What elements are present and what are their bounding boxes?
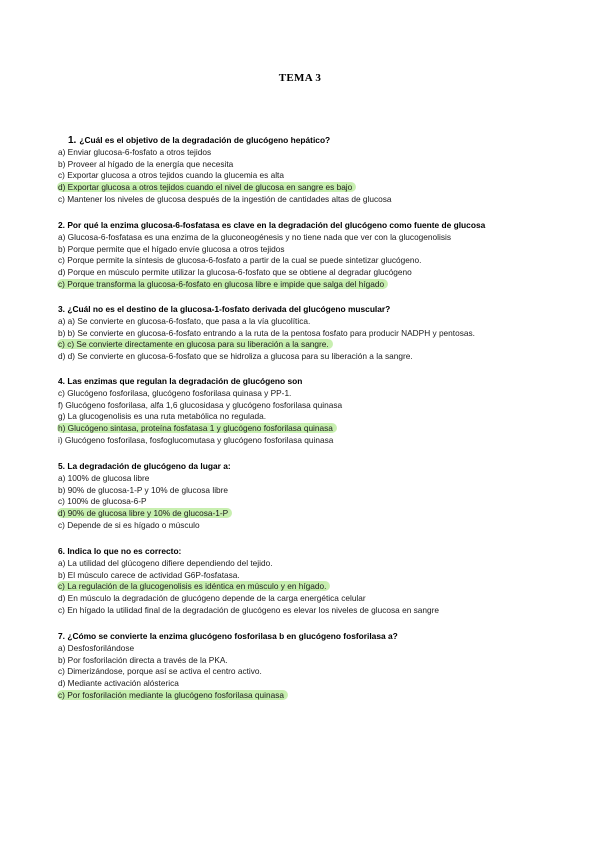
question-title bbox=[58, 135, 558, 147]
answer-option: c) Mantener los niveles de glucosa después de la ingestión de cantidades altas de glucosa bbox=[58, 193, 392, 204]
question-title bbox=[58, 376, 558, 388]
answer-option-highlighted: h) Glucógeno sintasa, proteína fosfatasa 1 y glucógeno fosforilasa quinasa bbox=[58, 423, 558, 435]
question-3 bbox=[58, 304, 558, 363]
answer-option: a) La utilidad del glúcogeno difiere dependiendo del tejido. bbox=[58, 557, 273, 568]
question-number: 7. bbox=[58, 631, 65, 641]
question-title bbox=[58, 220, 558, 232]
answer-option: b) El músculo carece de actividad G6P-fosfatasa. bbox=[58, 569, 240, 580]
question-number: 6. bbox=[58, 546, 65, 556]
answer-option: a) Enviar glucosa-6-fosfato a otros tejidos bbox=[58, 146, 212, 157]
question-text: ¿Cuál es el objetivo de la degradación de glucógeno hepático? bbox=[79, 135, 331, 145]
answer-option: c) En hígado la utilidad final de la degradación de glucógeno es elevar los niveles de glucosa en sangre bbox=[58, 604, 439, 615]
answer-option: d) Porque en músculo permite utilizar la glucosa-6-fosfato que se obtiene al degradar glucógeno bbox=[58, 267, 412, 278]
answer-option: a) 100% de glucosa libre bbox=[58, 472, 150, 483]
answer-option: c) Porque permite la síntesis de glucosa-6-fosfato a partir de la cual se puede sintetizar glucógeno. bbox=[58, 255, 422, 266]
question-number: 4. bbox=[58, 376, 65, 386]
answer-option: d) d) Se convierte en glucosa-6-fosfato que se hidroliza a glucosa para su liberación a la sangre. bbox=[58, 351, 413, 362]
question-number: 3. bbox=[58, 304, 65, 314]
answer-option: b) b) Se convierte en glucosa-6-fosfato entrando a la ruta de la pentosa fosfato para producir NADPH y pentosas. bbox=[58, 327, 475, 338]
answer-option-highlighted: c) Porque transforma la glucosa-6-fosfato en glucosa libre e impide que salga del hígado bbox=[58, 279, 558, 291]
question-title bbox=[58, 631, 558, 643]
question-text: ¿Cuál no es el destino de la glucosa-1-fosfato derivada del glucógeno muscular? bbox=[67, 304, 391, 314]
answer-option: b) Porque permite que el hígado envíe glucosa a otros tejidos bbox=[58, 243, 285, 254]
question-2 bbox=[58, 220, 558, 291]
question-text: Indica lo que no es correcto: bbox=[67, 546, 182, 556]
answer-option-highlighted: c) c) Se convierte directamente en glucosa para su liberación a la sangre. bbox=[58, 339, 558, 351]
question-4 bbox=[58, 376, 558, 447]
answer-option: b) Proveer al hígado de la energía que necesita bbox=[58, 158, 234, 169]
answer-option: g) La glucogenolisis es una ruta metabólica no regulada. bbox=[58, 411, 267, 422]
question-number: 1. bbox=[68, 135, 77, 146]
question-number: 5. bbox=[58, 461, 65, 471]
answer-option: c) Dimerizándose, porque así se activa el centro activo. bbox=[58, 666, 262, 677]
question-text: Por qué la enzima glucosa-6-fosfatasa es clave en la degradación del glucógeno como fuente de glucosa bbox=[67, 220, 486, 230]
question-title bbox=[58, 304, 558, 316]
question-title bbox=[58, 461, 558, 473]
question-number: 2. bbox=[58, 220, 65, 230]
answer-option: c) Glucógeno fosforilasa, glucógeno fosforilasa quinasa y PP-1. bbox=[58, 387, 292, 398]
page-title: TEMA 3 bbox=[278, 72, 322, 84]
answer-option: b) Por fosforilación directa a través de la PKA. bbox=[58, 654, 228, 665]
question-text: Las enzimas que regulan la degradación de glucógeno son bbox=[67, 376, 303, 386]
answer-option: a) a) Se convierte en glucosa-6-fosfato, que pasa a la vía glucolítica. bbox=[58, 315, 311, 326]
question-5 bbox=[58, 461, 558, 532]
answer-option-highlighted: c) La regulación de la glucogenolisis es idéntica en músculo y en hígado. bbox=[58, 581, 558, 593]
question-title bbox=[58, 546, 558, 558]
question-6 bbox=[58, 546, 558, 617]
answer-option-highlighted: d) Exportar glucosa a otros tejidos cuando el nivel de glucosa en sangre es bajo bbox=[58, 182, 558, 194]
question-7 bbox=[58, 631, 558, 702]
answer-option: b) 90% de glucosa-1-P y 10% de glucosa libre bbox=[58, 484, 229, 495]
answer-option: i) Glucógeno fosforilasa, fosfoglucomutasa y glucógeno fosforilasa quinasa bbox=[58, 434, 334, 445]
answer-option: d) Mediante activación alósterica bbox=[58, 678, 179, 689]
answer-option: a) Glucosa-6-fosfatasa es una enzima de la gluconeogénesis y no tiene nada que ver con la glucogenolisis bbox=[58, 231, 451, 242]
answer-option: c) Exportar glucosa a otros tejidos cuando la glucemia es alta bbox=[58, 170, 284, 181]
question-1 bbox=[58, 135, 558, 206]
answer-option: a) Desfosforilándose bbox=[58, 642, 135, 653]
answer-option: c) Depende de si es hígado o músculo bbox=[58, 519, 200, 530]
answer-option: d) En músculo la degradación de glucógeno depende de la carga energética celular bbox=[58, 593, 366, 604]
answer-option-highlighted: d) 90% de glucosa libre y 10% de glucosa-1-P bbox=[58, 508, 558, 520]
answer-option: c) 100% de glucosa-6-P bbox=[58, 496, 147, 507]
answer-option: f) Glucógeno fosforilasa, alfa 1,6 glucosidasa y glucógeno fosforilasa quinasa bbox=[58, 399, 343, 410]
question-text: ¿Cómo se convierte la enzima glucógeno fosforilasa b en glucógeno fosforilasa a? bbox=[67, 631, 398, 641]
question-text: La degradación de glucógeno da lugar a: bbox=[67, 461, 231, 471]
answer-option-highlighted: c) Por fosforilación mediante la glucógeno fosforilasa quinasa bbox=[58, 690, 558, 702]
